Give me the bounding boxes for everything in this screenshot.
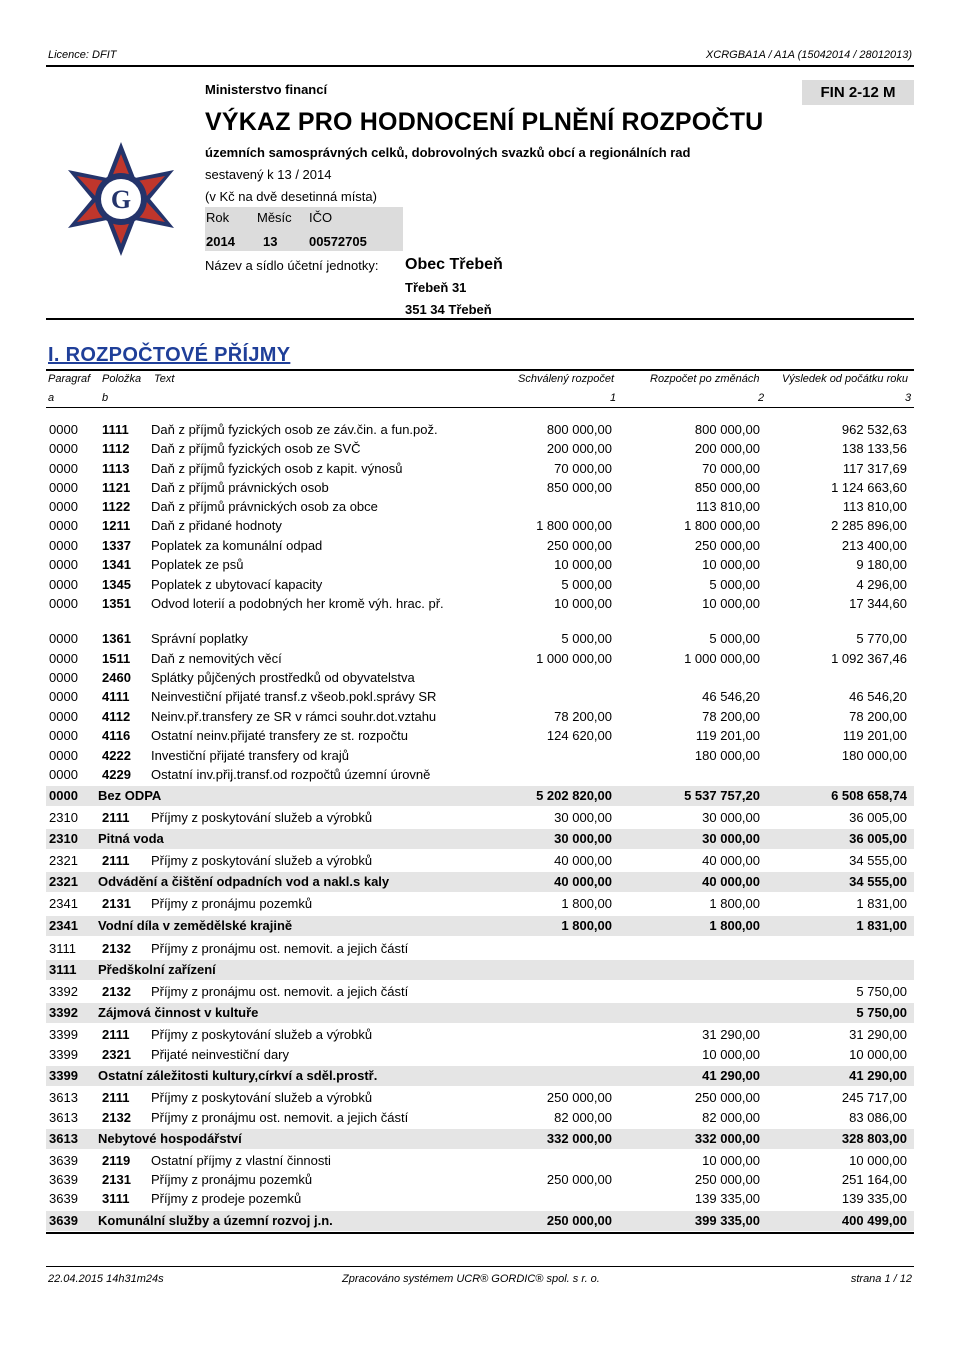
vysledek-cell: 10 000,00 xyxy=(849,1153,907,1168)
table-row xyxy=(46,1153,914,1170)
polozka-cell: 1351 xyxy=(102,596,131,611)
col-vysledek: Výsledek od počátku roku xyxy=(782,373,908,385)
paragraf-cell: 3392 xyxy=(49,1005,78,1020)
paragraf-cell: 0000 xyxy=(49,728,78,743)
text-cell: Příjmy z poskytování služeb a výrobků xyxy=(151,1090,373,1105)
paragraf-cell: 0000 xyxy=(49,577,78,592)
schvaleny-cell: 1 800,00 xyxy=(561,896,612,911)
vysledek-cell: 1 092 367,46 xyxy=(831,651,907,666)
text-cell: Daň z příjmů fyzických osob ze záv.čin. a fun.pož. xyxy=(151,422,438,437)
text-cell: Neinv.př.transfery ze SR v rámci souhr.dot.vztahu xyxy=(151,709,437,724)
po-zmenach-cell: 1 800 000,00 xyxy=(684,518,760,533)
po-zmenach-cell: 10 000,00 xyxy=(702,1153,760,1168)
polozka-cell: 3111 xyxy=(102,1191,130,1206)
vysledek-cell: 41 290,00 xyxy=(849,1068,907,1083)
paragraf-cell: 3639 xyxy=(49,1153,78,1168)
table-row xyxy=(46,810,914,827)
table-row xyxy=(46,728,914,745)
vysledek-cell: 83 086,00 xyxy=(849,1110,907,1125)
col-2: 2 xyxy=(758,392,765,404)
paragraf-cell: 0000 xyxy=(49,670,78,685)
schvaleny-cell: 40 000,00 xyxy=(554,874,612,889)
text-cell: Příjmy z pronájmu ost. nemovit. a jejich částí xyxy=(151,1110,409,1125)
polozka-cell: 1122 xyxy=(102,499,131,514)
vysledek-cell: 245 717,00 xyxy=(841,1090,907,1105)
po-zmenach-cell: 30 000,00 xyxy=(702,810,760,825)
text-cell: Daň z příjmů fyzických osob z kapit. výnosů xyxy=(151,461,403,476)
schvaleny-cell: 30 000,00 xyxy=(554,810,612,825)
text-cell: Přijaté neinvestiční dary xyxy=(151,1047,290,1062)
text-cell: Příjmy z poskytování služeb a výrobků xyxy=(151,1027,373,1042)
paragraf-cell: 2310 xyxy=(49,831,78,846)
paragraf-cell: 3639 xyxy=(49,1172,78,1187)
subtotal-label: Pitná voda xyxy=(98,831,164,846)
table-bottom-rule xyxy=(46,1232,914,1234)
table-row xyxy=(46,538,914,555)
po-zmenach-cell: 5 000,00 xyxy=(709,577,760,592)
paragraf-cell: 0000 xyxy=(49,461,78,476)
vysledek-cell: 1 831,00 xyxy=(856,918,907,933)
table-row xyxy=(46,651,914,668)
polozka-cell: 2131 xyxy=(102,1172,131,1187)
vysledek-cell: 10 000,00 xyxy=(849,1047,907,1062)
subtotal-row xyxy=(46,872,914,892)
subtotal-row xyxy=(46,786,914,806)
subtotal-row xyxy=(46,1003,914,1023)
subtotal-row xyxy=(46,960,914,980)
text-cell: Daň z příjmů fyzických osob ze SVČ xyxy=(151,441,361,456)
polozka-cell: 2111 xyxy=(102,810,130,825)
polozka-cell: 1211 xyxy=(102,518,131,533)
subtotal-row xyxy=(46,1211,914,1231)
paragraf-cell: 2321 xyxy=(49,853,78,868)
schvaleny-cell: 30 000,00 xyxy=(554,831,612,846)
po-zmenach-cell: 399 335,00 xyxy=(694,1213,760,1228)
po-zmenach-cell: 200 000,00 xyxy=(694,441,760,456)
text-cell: Investiční přijaté transfery od krajů xyxy=(151,748,349,763)
footer-page: strana 1 / 12 xyxy=(850,1273,912,1285)
vysledek-cell: 31 290,00 xyxy=(849,1027,907,1042)
report-subtitle: územních samosprávných celků, dobrovolných svazků obcí a regionálních rad xyxy=(205,145,691,160)
subtotal-label: Odvádění a čištění odpadních vod a nakl.s kaly xyxy=(98,874,390,889)
vysledek-cell: 17 344,60 xyxy=(849,596,907,611)
text-cell: Příjmy z pronájmu ost. nemovit. a jejich částí xyxy=(151,941,409,956)
table-row xyxy=(46,709,914,726)
schvaleny-cell: 332 000,00 xyxy=(546,1131,612,1146)
schvaleny-cell: 70 000,00 xyxy=(554,461,612,476)
subtotal-label: Vodní díla v zemědělské krajině xyxy=(98,918,293,933)
paragraf-cell: 2341 xyxy=(49,896,78,911)
po-zmenach-cell: 119 201,00 xyxy=(695,728,760,743)
po-zmenach-cell: 30 000,00 xyxy=(702,831,760,846)
paragraf-cell: 0000 xyxy=(49,651,78,666)
text-cell: Správní poplatky xyxy=(151,631,248,646)
schvaleny-cell: 5 000,00 xyxy=(561,631,612,646)
table-row xyxy=(46,518,914,535)
table-row xyxy=(46,557,914,574)
schvaleny-cell: 800 000,00 xyxy=(546,422,612,437)
schvaleny-cell: 1 800,00 xyxy=(561,918,612,933)
ico-value: 00572705 xyxy=(309,234,367,249)
paragraf-cell: 0000 xyxy=(49,441,78,456)
vysledek-cell: 6 508 658,74 xyxy=(831,788,907,803)
schvaleny-cell: 78 200,00 xyxy=(554,709,612,724)
schvaleny-cell: 250 000,00 xyxy=(546,1172,612,1187)
paragraf-cell: 0000 xyxy=(49,557,78,572)
text-cell: Ostatní příjmy z vlastní činnosti xyxy=(151,1153,331,1168)
table-row xyxy=(46,461,914,478)
table-row xyxy=(46,1191,914,1208)
table-row xyxy=(46,441,914,458)
polozka-cell: 1345 xyxy=(102,577,131,592)
vysledek-cell: 36 005,00 xyxy=(849,810,907,825)
po-zmenach-cell: 5 537 757,20 xyxy=(684,788,760,803)
po-zmenach-cell: 70 000,00 xyxy=(702,461,760,476)
subtotal-label: Předškolní zařízení xyxy=(98,962,216,977)
col-schvaleny: Schválený rozpočet xyxy=(518,373,614,385)
vysledek-cell: 34 555,00 xyxy=(849,874,907,889)
ico-label: IČO xyxy=(309,210,333,225)
schvaleny-cell: 40 000,00 xyxy=(554,853,612,868)
table-row xyxy=(46,670,914,687)
schvaleny-cell: 1 800 000,00 xyxy=(536,518,612,533)
schvaleny-cell: 250 000,00 xyxy=(546,1213,612,1228)
paragraf-cell: 3111 xyxy=(49,962,77,977)
col-a: a xyxy=(48,392,55,404)
subtotal-row xyxy=(46,829,914,849)
polozka-cell: 2132 xyxy=(102,984,131,999)
vysledek-cell: 9 180,00 xyxy=(856,557,907,572)
col-1: 1 xyxy=(610,392,617,404)
table-row xyxy=(46,767,914,784)
text-cell: Neinvestiční přijaté transf.z všeob.pokl.správy SR xyxy=(151,689,437,704)
paragraf-cell: 3613 xyxy=(49,1110,78,1125)
po-zmenach-cell: 31 290,00 xyxy=(702,1027,760,1042)
vysledek-cell: 1 124 663,60 xyxy=(831,480,907,495)
vysledek-cell: 36 005,00 xyxy=(849,831,907,846)
polozka-cell: 1113 xyxy=(102,461,130,476)
polozka-cell: 2132 xyxy=(102,1110,131,1125)
vysledek-cell: 139 335,00 xyxy=(841,1191,907,1206)
paragraf-cell: 3613 xyxy=(49,1131,78,1146)
vysledek-cell: 117 317,69 xyxy=(842,461,907,476)
vysledek-cell: 5 750,00 xyxy=(856,984,907,999)
polozka-cell: 4112 xyxy=(102,709,131,724)
text-cell: Daň z příjmů právnických osob za obce xyxy=(151,499,378,514)
paragraf-cell: 3399 xyxy=(49,1027,78,1042)
po-zmenach-cell: 40 000,00 xyxy=(702,874,760,889)
col-b: b xyxy=(102,392,109,404)
table-row xyxy=(46,1172,914,1189)
po-zmenach-cell: 1 800,00 xyxy=(709,918,760,933)
polozka-cell: 1511 xyxy=(102,651,131,666)
po-zmenach-cell: 139 335,00 xyxy=(694,1191,760,1206)
table-row xyxy=(46,577,914,594)
licence-label: Licence: DFIT xyxy=(48,49,117,61)
table-row xyxy=(46,499,914,516)
vysledek-cell: 113 810,00 xyxy=(842,499,907,514)
subtotal-label: Nebytové hospodářství xyxy=(98,1131,242,1146)
report-title: VÝKAZ PRO HODNOCENÍ PLNĚNÍ ROZPOČTU xyxy=(205,108,764,136)
table-row xyxy=(46,1110,914,1127)
subtotal-label: Komunální služby a územní rozvoj j.n. xyxy=(98,1213,333,1228)
polozka-cell: 2111 xyxy=(102,853,130,868)
form-id-badge: FIN 2-12 M xyxy=(802,80,914,105)
polozka-cell: 1337 xyxy=(102,538,131,553)
schvaleny-cell: 10 000,00 xyxy=(554,557,612,572)
table-row xyxy=(46,941,914,958)
table-row xyxy=(46,480,914,497)
logo-letter: G xyxy=(110,185,132,214)
paragraf-cell: 3613 xyxy=(49,1090,78,1105)
po-zmenach-cell: 40 000,00 xyxy=(702,853,760,868)
text-cell: Odvod loterií a podobných her kromě výh. hrac. př. xyxy=(151,596,444,611)
paragraf-cell: 0000 xyxy=(49,767,78,782)
text-cell: Splátky půjčených prostředků od obyvatelstva xyxy=(151,670,415,685)
table-row xyxy=(46,596,914,613)
paragraf-cell: 0000 xyxy=(49,788,78,803)
identification-box xyxy=(205,207,403,251)
schvaleny-cell: 5 000,00 xyxy=(561,577,612,592)
subtotal-row xyxy=(46,916,914,936)
paragraf-cell: 2310 xyxy=(49,810,78,825)
col-3: 3 xyxy=(905,392,912,404)
paragraf-cell: 0000 xyxy=(49,631,78,646)
gordic-star-logo-icon xyxy=(62,140,180,258)
paragraf-cell: 3392 xyxy=(49,984,78,999)
schvaleny-cell: 10 000,00 xyxy=(554,596,612,611)
table-row xyxy=(46,896,914,913)
org-label: Název a sídlo účetní jednotky: xyxy=(205,258,379,273)
vysledek-cell: 78 200,00 xyxy=(849,709,907,724)
paragraf-cell: 0000 xyxy=(49,480,78,495)
schvaleny-cell: 200 000,00 xyxy=(546,441,612,456)
table-row xyxy=(46,984,914,1001)
year-label: Rok xyxy=(206,210,230,225)
schvaleny-cell: 250 000,00 xyxy=(546,1090,612,1105)
text-cell: Daň z nemovitých věcí xyxy=(151,651,282,666)
units-note: (v Kč na dvě desetinná místa) xyxy=(205,189,377,204)
subtotal-label: Bez ODPA xyxy=(98,788,162,803)
table-row xyxy=(46,748,914,765)
table-row xyxy=(46,1047,914,1064)
paragraf-cell: 0000 xyxy=(49,499,78,514)
po-zmenach-cell: 10 000,00 xyxy=(702,1047,760,1062)
subtotal-label: Ostatní záležitosti kultury,církví a sděl.prostř. xyxy=(98,1068,378,1083)
polozka-cell: 2119 xyxy=(102,1153,131,1168)
vysledek-cell: 138 133,56 xyxy=(841,441,907,456)
po-zmenach-cell: 1 000 000,00 xyxy=(684,651,760,666)
po-zmenach-cell: 250 000,00 xyxy=(694,1090,760,1105)
paragraf-cell: 0000 xyxy=(49,689,78,704)
section-title: I. ROZPOČTOVÉ PŘÍJMY xyxy=(48,344,291,366)
polozka-cell: 1111 xyxy=(102,422,129,437)
po-zmenach-cell: 10 000,00 xyxy=(702,557,760,572)
footer-date: 22.04.2015 14h31m24s xyxy=(48,1273,164,1285)
vysledek-cell: 180 000,00 xyxy=(841,748,907,763)
header-rule xyxy=(46,318,914,320)
text-cell: Poplatek za komunální odpad xyxy=(151,538,323,553)
polozka-cell: 1361 xyxy=(102,631,131,646)
polozka-cell: 2131 xyxy=(102,896,131,911)
text-cell: Příjmy z prodeje pozemků xyxy=(151,1191,302,1206)
vysledek-cell: 46 546,20 xyxy=(849,689,907,704)
text-cell: Příjmy z poskytování služeb a výrobků xyxy=(151,853,373,868)
table-row xyxy=(46,1090,914,1107)
vysledek-cell: 5 750,00 xyxy=(856,1005,907,1020)
polozka-cell: 4116 xyxy=(102,728,131,743)
vysledek-cell: 119 201,00 xyxy=(842,728,907,743)
paragraf-cell: 3639 xyxy=(49,1213,78,1228)
text-cell: Příjmy z pronájmu pozemků xyxy=(151,896,313,911)
paragraf-cell: 2341 xyxy=(49,918,78,933)
schvaleny-cell: 250 000,00 xyxy=(546,538,612,553)
subtotal-row xyxy=(46,1129,914,1149)
paragraf-cell: 0000 xyxy=(49,538,78,553)
vysledek-cell: 1 831,00 xyxy=(856,896,907,911)
text-cell: Poplatek z ubytovací kapacity xyxy=(151,577,323,592)
table-row xyxy=(46,689,914,706)
col-po-zmenach: Rozpočet po změnách xyxy=(650,373,760,385)
vysledek-cell: 962 532,63 xyxy=(841,422,907,437)
org-street: Třebeň 31 xyxy=(405,280,467,295)
polozka-cell: 1341 xyxy=(102,557,131,572)
paragraf-cell: 0000 xyxy=(49,518,78,533)
column-header-rule xyxy=(46,407,914,408)
table-row xyxy=(46,422,914,439)
vysledek-cell: 2 285 896,00 xyxy=(831,518,907,533)
section-rule xyxy=(46,369,914,371)
po-zmenach-cell: 1 800,00 xyxy=(709,896,760,911)
vysledek-cell: 251 164,00 xyxy=(841,1172,907,1187)
po-zmenach-cell: 800 000,00 xyxy=(694,422,760,437)
text-cell: Příjmy z pronájmu ost. nemovit. a jejich částí xyxy=(151,984,409,999)
polozka-cell: 2132 xyxy=(102,941,131,956)
schvaleny-cell: 124 620,00 xyxy=(546,728,612,743)
text-cell: Příjmy z poskytování služeb a výrobků xyxy=(151,810,373,825)
schvaleny-cell: 850 000,00 xyxy=(546,480,612,495)
po-zmenach-cell: 82 000,00 xyxy=(702,1110,760,1125)
po-zmenach-cell: 10 000,00 xyxy=(702,596,760,611)
vysledek-cell: 213 400,00 xyxy=(841,538,907,553)
po-zmenach-cell: 332 000,00 xyxy=(694,1131,760,1146)
po-zmenach-cell: 5 000,00 xyxy=(709,631,760,646)
paragraf-cell: 0000 xyxy=(49,596,78,611)
polozka-cell: 1121 xyxy=(102,480,131,495)
polozka-cell: 2111 xyxy=(102,1027,130,1042)
po-zmenach-cell: 850 000,00 xyxy=(694,480,760,495)
table-row xyxy=(46,1027,914,1044)
paragraf-cell: 3111 xyxy=(49,941,76,956)
compiled-period: sestavený k 13 / 2014 xyxy=(205,167,332,182)
polozka-cell: 4222 xyxy=(102,748,131,763)
text-cell: Ostatní neinv.přijaté transfery ze st. rozpočtu xyxy=(151,728,408,743)
col-text: Text xyxy=(154,373,175,385)
po-zmenach-cell: 250 000,00 xyxy=(694,1172,760,1187)
col-paragraf: Paragraf xyxy=(48,373,91,385)
polozka-cell: 2111 xyxy=(102,1090,130,1105)
text-cell: Ostatní inv.přij.transf.od rozpočtů územní úrovně xyxy=(151,767,431,782)
vysledek-cell: 5 770,00 xyxy=(856,631,907,646)
paragraf-cell: 2321 xyxy=(49,874,78,889)
footer-rule xyxy=(46,1266,914,1267)
paragraf-cell: 0000 xyxy=(49,709,78,724)
po-zmenach-cell: 78 200,00 xyxy=(702,709,760,724)
paragraf-cell: 3399 xyxy=(49,1068,78,1083)
vysledek-cell: 400 499,00 xyxy=(841,1213,907,1228)
text-cell: Příjmy z pronájmu pozemků xyxy=(151,1172,313,1187)
col-polozka: Položka xyxy=(102,373,142,385)
polozka-cell: 2321 xyxy=(102,1047,131,1062)
vysledek-cell: 4 296,00 xyxy=(856,577,907,592)
top-rule xyxy=(46,65,914,67)
po-zmenach-cell: 46 546,20 xyxy=(702,689,760,704)
schvaleny-cell: 82 000,00 xyxy=(554,1110,612,1125)
org-name: Obec Třebeň xyxy=(405,256,503,273)
po-zmenach-cell: 250 000,00 xyxy=(694,538,760,553)
table-row xyxy=(46,853,914,870)
subtotal-row xyxy=(46,1066,914,1086)
footer-system: Zpracováno systémem UCR® GORDIC® spol. s r. o. xyxy=(342,1273,600,1285)
month-label: Měsíc xyxy=(257,210,292,225)
text-cell: Daň z přidané hodnoty xyxy=(151,518,282,533)
polozka-cell: 2460 xyxy=(102,670,131,685)
vysledek-cell: 34 555,00 xyxy=(849,853,907,868)
paragraf-cell: 0000 xyxy=(49,748,78,763)
polozka-cell: 4229 xyxy=(102,767,131,782)
paragraf-cell: 0000 xyxy=(49,422,78,437)
table-row xyxy=(46,631,914,648)
schvaleny-cell: 1 000 000,00 xyxy=(536,651,612,666)
po-zmenach-cell: 113 810,00 xyxy=(695,499,760,514)
schvaleny-cell: 5 202 820,00 xyxy=(536,788,612,803)
subtotal-label: Zájmová činnost v kultuře xyxy=(98,1005,259,1020)
po-zmenach-cell: 41 290,00 xyxy=(702,1068,760,1083)
polozka-cell: 1112 xyxy=(102,441,130,456)
po-zmenach-cell: 180 000,00 xyxy=(694,748,760,763)
text-cell: Daň z příjmů právnických osob xyxy=(151,480,329,495)
org-city: 351 34 Třebeň xyxy=(405,302,492,317)
month-value: 13 xyxy=(263,234,278,249)
year-value: 2014 xyxy=(206,234,235,249)
paragraf-cell: 3639 xyxy=(49,1191,78,1206)
report-code: XCRGBA1A / A1A (15042014 / 28012013) xyxy=(705,49,912,61)
text-cell: Poplatek ze psů xyxy=(151,557,244,572)
paragraf-cell: 3399 xyxy=(49,1047,78,1062)
ministry-name: Ministerstvo financí xyxy=(205,82,328,97)
polozka-cell: 4111 xyxy=(102,689,130,704)
vysledek-cell: 328 803,00 xyxy=(841,1131,907,1146)
